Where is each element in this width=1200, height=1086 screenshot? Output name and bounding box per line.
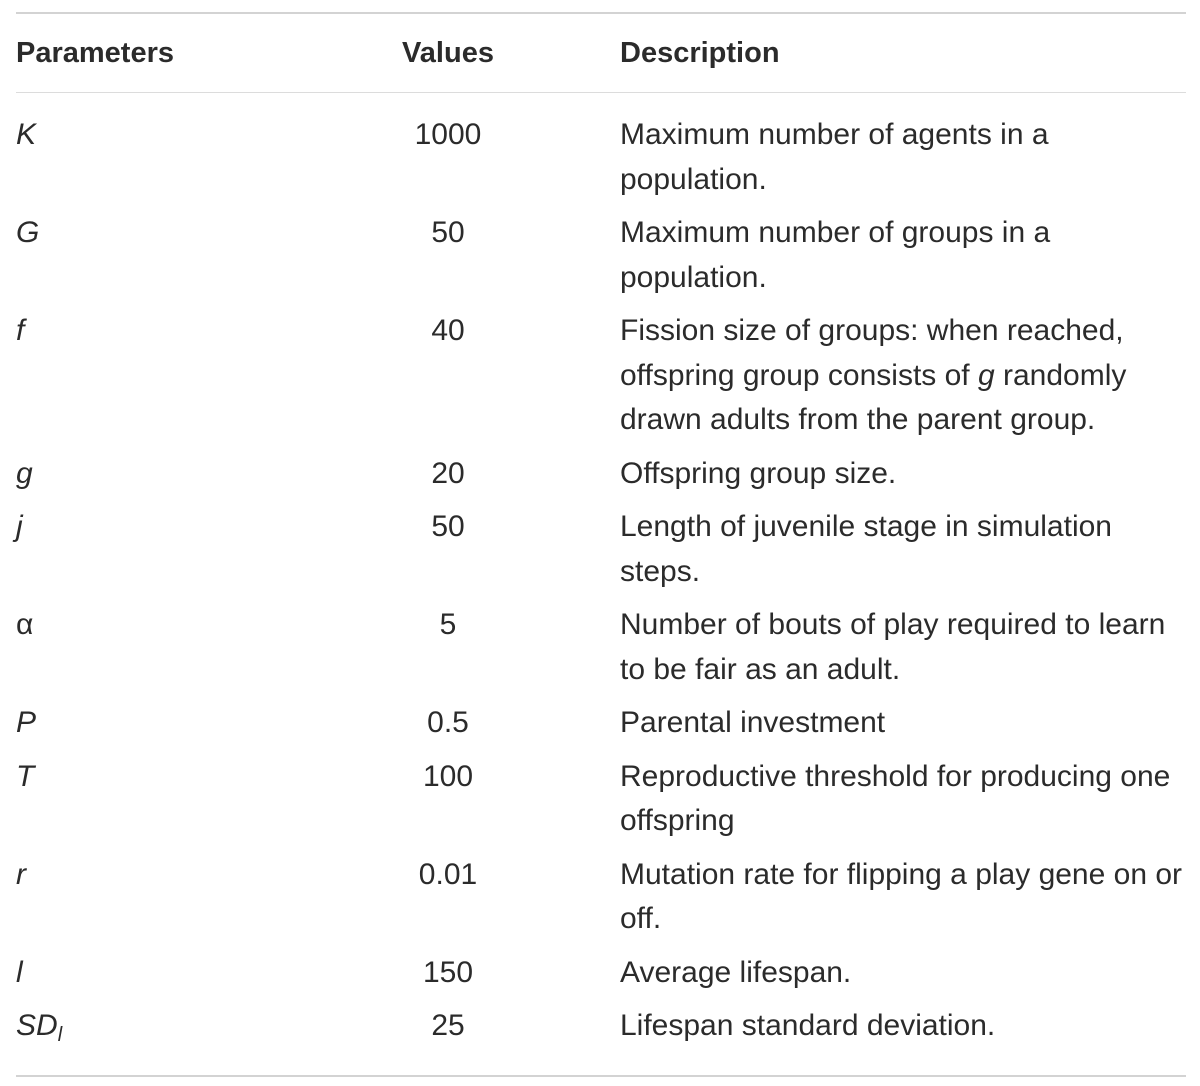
description-cell: Reproductive threshold for producing one offspring: [620, 759, 1171, 837]
description-cell: Maximum number of groups in a population.: [620, 216, 1051, 294]
value-cell: 0.5: [427, 706, 469, 739]
description-cell: Lifespan standard deviation.: [620, 1009, 996, 1042]
header-description: Description: [620, 36, 780, 69]
value-cell: 5: [439, 608, 457, 641]
param-cell: K: [16, 118, 37, 151]
description-text: Fission size of groups: when reached, offspring group consists of: [620, 314, 1124, 392]
value-cell: 20: [431, 456, 465, 490]
description-cell: Length of juvenile stage in simulation steps.: [620, 510, 1112, 588]
table-row: [16, 505, 1186, 594]
description-cell: [526, 309, 1186, 443]
value-cell: 40: [431, 314, 465, 347]
description-cell: Maximum number of agents in a population.: [620, 118, 1049, 196]
param-cell: r: [16, 857, 26, 891]
param-cell: j: [16, 510, 23, 543]
value-cell: 0.01: [418, 857, 478, 891]
table-row: [16, 951, 1186, 996]
value-cell: 100: [422, 759, 474, 793]
table-row: [16, 211, 1186, 300]
value-cell: 150: [422, 955, 474, 989]
table-row: [16, 113, 1186, 202]
header-values: Values: [402, 36, 494, 69]
param-symbol: SD: [16, 1009, 58, 1042]
value-cell: 25: [431, 1009, 465, 1042]
description-cell: Parental investment: [620, 706, 886, 739]
param-cell: g: [16, 456, 33, 490]
param-cell: f: [16, 314, 25, 347]
description-cell: Mutation rate for flipping a play gene on or off.: [620, 857, 1183, 935]
table-row: [16, 603, 1186, 692]
table-row: [16, 1004, 1186, 1058]
table-body: [16, 93, 1186, 1075]
description-variable: g: [977, 358, 995, 392]
param-cell: [16, 1004, 306, 1058]
value-cell: 50: [431, 216, 465, 249]
description-cell: Number of bouts of play required to learn to be fair as an adult.: [620, 608, 1166, 686]
param-cell: G: [16, 216, 40, 249]
param-cell: l: [16, 955, 23, 989]
table-row: [16, 755, 1186, 844]
table-row: [16, 309, 1186, 443]
param-cell: α: [16, 608, 34, 641]
table-row: [16, 452, 1186, 497]
value-cell: 50: [431, 510, 465, 543]
description-text: randomly drawn adults from the parent group.: [620, 358, 1127, 436]
table-header-row: [16, 14, 1186, 92]
table-row: [16, 701, 1186, 746]
description-cell: Offspring group size.: [620, 456, 897, 490]
param-cell: P: [16, 706, 37, 739]
header-parameters: Parameters: [16, 36, 174, 69]
param-subscript: l: [57, 1024, 63, 1046]
value-cell: 1000: [414, 118, 482, 151]
parameters-table: [16, 12, 1186, 1077]
description-cell: Average lifespan.: [620, 955, 852, 989]
param-cell: T: [16, 759, 35, 793]
bottom-rule: [16, 1075, 1186, 1077]
table-row: [16, 853, 1186, 942]
